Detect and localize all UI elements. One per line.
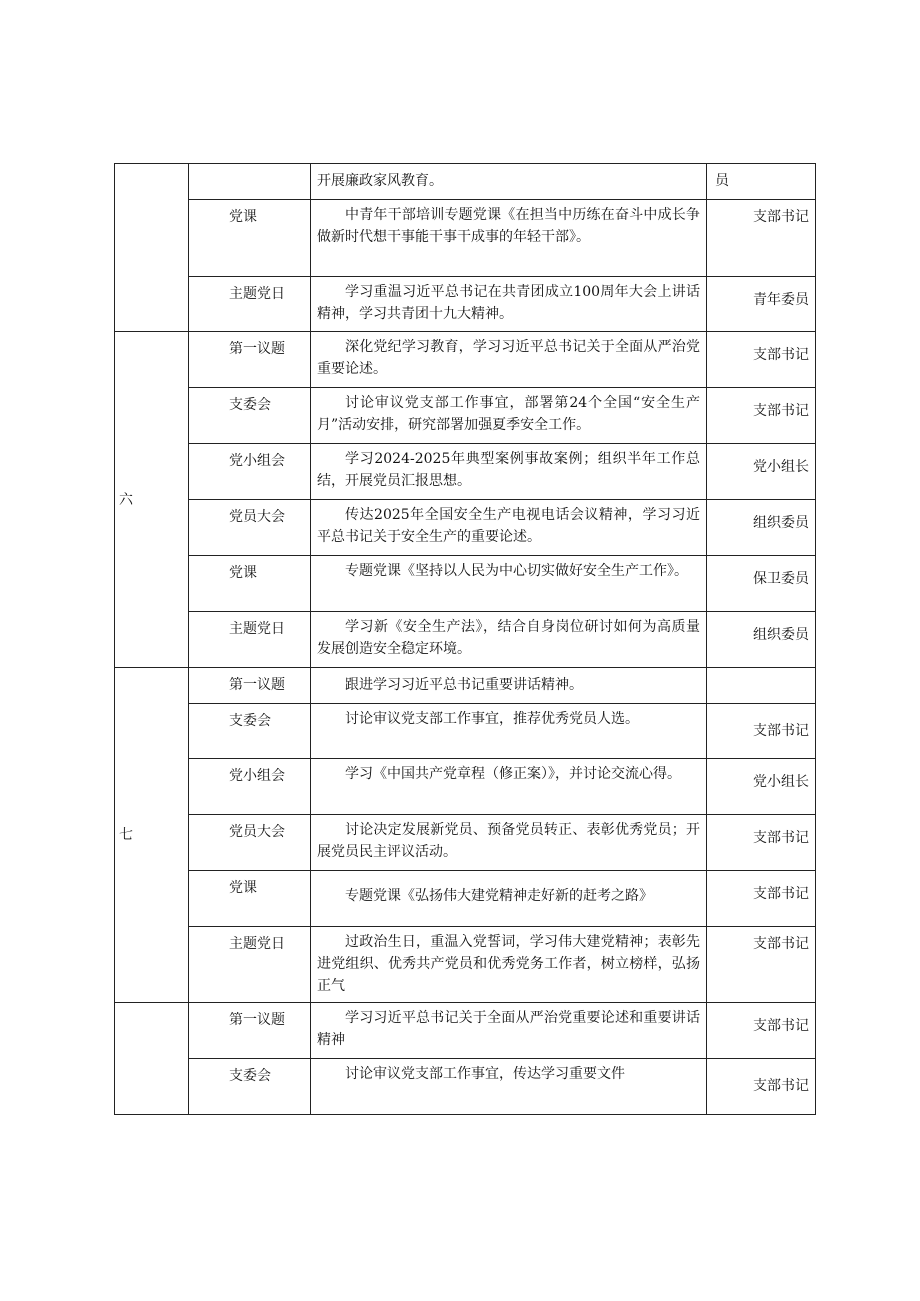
activity-content-cell: 学习2024-2025年典型案例事故案例；组织半年工作总结，开展党员汇报思想。 xyxy=(311,444,707,500)
activity-content-cell: 过政治生日，重温入党誓词，学习伟大建党精神；表彰先进党组织、优秀共产党员和优秀党务工作者，树立榜样，弘扬正气 xyxy=(311,927,707,1003)
activity-content-cell: 跟进学习习近平总书记重要讲话精神。 xyxy=(311,668,707,704)
responsible-cell: 支部书记 xyxy=(707,815,816,871)
activity-type-cell: 支委会 xyxy=(189,388,311,444)
activity-content-cell: 讨论审议党支部工作事宜，传达学习重要文件 xyxy=(311,1059,707,1115)
table-row xyxy=(115,759,816,815)
table-row xyxy=(115,1003,816,1059)
table-row xyxy=(115,871,816,927)
table-row xyxy=(115,1059,816,1115)
responsible-cell: 支部书记 xyxy=(707,927,816,1003)
table-row xyxy=(115,164,816,200)
table-row xyxy=(115,612,816,668)
responsible-cell: 支部书记 xyxy=(707,332,816,388)
activity-content-cell: 学习新《安全生产法》，结合自身岗位研讨如何为高质量发展创造安全稳定环境。 xyxy=(311,612,707,668)
responsible-cell: 支部书记 xyxy=(707,704,816,759)
activity-type-cell: 支委会 xyxy=(189,1059,311,1115)
party-work-plan-table xyxy=(114,163,816,1115)
activity-type-cell xyxy=(189,164,311,200)
month-cell-june: 六 xyxy=(115,332,189,668)
table-row xyxy=(115,500,816,556)
table-row xyxy=(115,388,816,444)
responsible-cell xyxy=(707,668,816,704)
activity-type-cell: 党小组会 xyxy=(189,759,311,815)
responsible-cell: 组织委员 xyxy=(707,500,816,556)
responsible-cell: 支部书记 xyxy=(707,388,816,444)
table-row xyxy=(115,668,816,704)
activity-type-cell: 主题党日 xyxy=(189,927,311,1003)
activity-content-cell: 学习《中国共产党章程（修正案）》，并讨论交流心得。 xyxy=(311,759,707,815)
month-cell-july: 七 xyxy=(115,668,189,1003)
activity-content-cell: 传达2025年全国安全生产电视电话会议精神，学习习近平总书记关于安全生产的重要论述。 xyxy=(311,500,707,556)
activity-type-cell: 支委会 xyxy=(189,704,311,759)
table-row xyxy=(115,277,816,332)
activity-type-cell: 第一议题 xyxy=(189,1003,311,1059)
table-row xyxy=(115,444,816,500)
table-row xyxy=(115,332,816,388)
responsible-cell: 支部书记 xyxy=(707,200,816,277)
activity-type-cell: 第一议题 xyxy=(189,668,311,704)
activity-content-cell: 讨论审议党支部工作事宜，部署第24个全国“安全生产月”活动安排，研究部署加强夏季安全工作。 xyxy=(311,388,707,444)
activity-content-cell: 专题党课《坚持以人民为中心切实做好安全生产工作》。 xyxy=(311,556,707,612)
activity-type-cell: 主题党日 xyxy=(189,277,311,332)
activity-type-cell: 第一议题 xyxy=(189,332,311,388)
activity-type-cell: 主题党日 xyxy=(189,612,311,668)
activity-content-cell: 开展廉政家风教育。 xyxy=(311,164,707,200)
activity-content-cell: 专题党课《弘扬伟大建党精神走好新的赶考之路》 xyxy=(311,871,707,927)
responsible-cell: 支部书记 xyxy=(707,1003,816,1059)
activity-type-cell: 党课 xyxy=(189,871,311,927)
activity-content-cell: 学习习近平总书记关于全面从严治党重要论述和重要讲话精神 xyxy=(311,1003,707,1059)
table-row xyxy=(115,200,816,277)
responsible-cell: 支部书记 xyxy=(707,871,816,927)
activity-type-cell: 党课 xyxy=(189,200,311,277)
activity-content-cell: 讨论决定发展新党员、预备党员转正、表彰优秀党员；开展党员民主评议活动。 xyxy=(311,815,707,871)
responsible-cell: 支部书记 xyxy=(707,1059,816,1115)
responsible-cell: 保卫委员 xyxy=(707,556,816,612)
month-cell xyxy=(115,1003,189,1115)
table-row xyxy=(115,704,816,759)
activity-type-cell: 党课 xyxy=(189,556,311,612)
table-row xyxy=(115,927,816,1003)
activity-type-cell: 党员大会 xyxy=(189,815,311,871)
table-row xyxy=(115,556,816,612)
activity-content-cell: 学习重温习近平总书记在共青团成立100周年大会上讲话精神，学习共青团十九大精神。 xyxy=(311,277,707,332)
activity-content-cell: 中青年干部培训专题党课《在担当中历练在奋斗中成长争做新时代想干事能干事干成事的年轻干部》。 xyxy=(311,200,707,277)
activity-type-cell: 党员大会 xyxy=(189,500,311,556)
activity-content-cell: 深化党纪学习教育，学习习近平总书记关于全面从严治党重要论述。 xyxy=(311,332,707,388)
activity-type-cell: 党小组会 xyxy=(189,444,311,500)
month-cell xyxy=(115,164,189,332)
activity-content-cell: 讨论审议党支部工作事宜，推荐优秀党员人选。 xyxy=(311,704,707,759)
table-row xyxy=(115,815,816,871)
responsible-cell: 组织委员 xyxy=(707,612,816,668)
responsible-cell: 党小组长 xyxy=(707,444,816,500)
responsible-cell: 员 xyxy=(707,164,816,200)
responsible-cell: 党小组长 xyxy=(707,759,816,815)
responsible-cell: 青年委员 xyxy=(707,277,816,332)
